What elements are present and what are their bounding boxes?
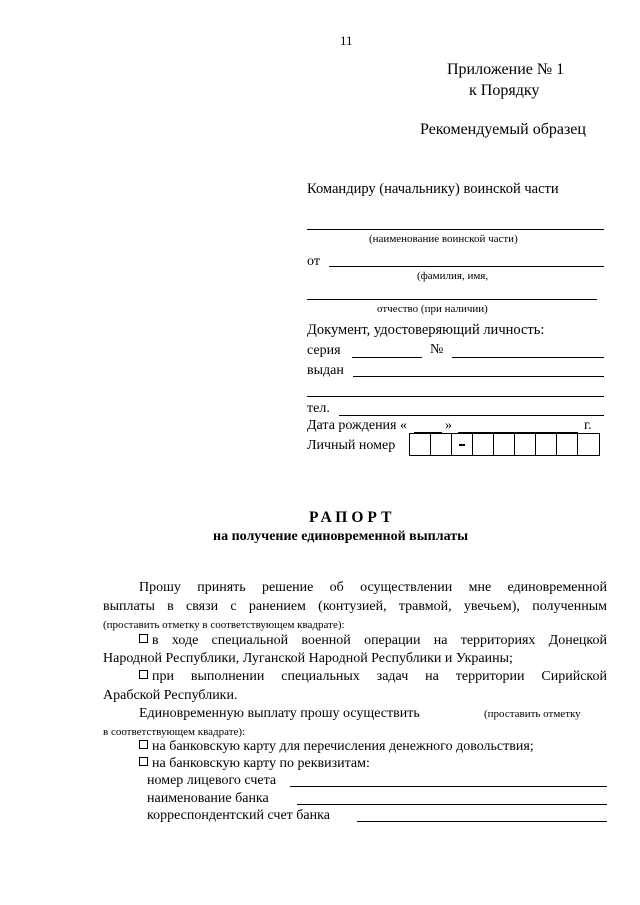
body-p1-note: (проставить отметку в соответствующем квадрате):: [103, 619, 345, 631]
series-label: серия: [307, 343, 341, 358]
body-p2-note1: (проставить отметку: [484, 708, 581, 720]
body-p1-line1: Прошу принять решение об осуществлении мне единовременной: [139, 580, 607, 595]
option-svo-line2: Народной Республики, Луганской Народной Республики и Украины;: [103, 651, 513, 666]
body-p2-note2: в соответствующем квадрате):: [103, 726, 246, 738]
personal-number-cell[interactable]: [410, 434, 431, 455]
pay-option-1-checkbox[interactable]: [139, 740, 148, 749]
addressee: Командиру (начальнику) воинской части: [307, 181, 559, 197]
sample-label: Рекомендуемый образец: [420, 121, 586, 138]
personal-number-cell[interactable]: [515, 434, 536, 455]
account-line[interactable]: [290, 786, 607, 787]
pay-option-2-checkbox[interactable]: [139, 757, 148, 766]
phone-label: тел.: [307, 401, 330, 416]
personal-number-grid[interactable]: [409, 433, 600, 456]
option-svo-line1: в ходе специальной военной операции на территориях Донецкой: [139, 633, 607, 649]
bank-label: наименование банка: [147, 791, 269, 806]
unit-caption: (наименование воинской части): [369, 233, 518, 245]
personal-number-label: Личный номер: [307, 438, 396, 453]
page-number: 11: [340, 33, 353, 48]
dob-mid: »: [445, 418, 452, 433]
issued-line[interactable]: [353, 376, 604, 377]
phone-line[interactable]: [339, 415, 604, 416]
corr-line[interactable]: [357, 821, 607, 822]
number-label: №: [430, 342, 444, 357]
personal-number-dash: [452, 434, 473, 455]
pay-option-2: на банковскую карту по реквизитам:: [139, 756, 370, 772]
patronymic-line[interactable]: [307, 299, 597, 300]
appendix-line-2: к Порядку: [469, 82, 540, 99]
option-svo-checkbox[interactable]: [139, 634, 148, 643]
series-line[interactable]: [352, 357, 422, 358]
number-line[interactable]: [452, 357, 604, 358]
id-doc-label: Документ, удостоверяющий личность:: [307, 322, 545, 338]
pay-option-1: на банковскую карту для перечисления денежного довольствия;: [139, 739, 534, 755]
body-p2-text: Единовременную выплату прошу осуществить: [139, 706, 420, 721]
appendix-line-1: Приложение № 1: [447, 61, 565, 78]
option-syria-line2: Арабской Республики.: [103, 688, 238, 703]
dob-year-suffix: г.: [584, 418, 592, 433]
corr-label: корреспондентский счет банка: [147, 808, 330, 823]
personal-number-cell[interactable]: [557, 434, 578, 455]
document-subtitle: на получение единовременной выплаты: [213, 529, 469, 544]
option-syria-checkbox[interactable]: [139, 670, 148, 679]
surname-line[interactable]: [329, 266, 604, 267]
personal-number-cell[interactable]: [473, 434, 494, 455]
unit-name-line[interactable]: [307, 229, 604, 230]
personal-number-cell[interactable]: [536, 434, 557, 455]
personal-number-cell[interactable]: [578, 434, 599, 455]
bank-line[interactable]: [297, 804, 607, 805]
issued-label: выдан: [307, 363, 344, 378]
issued-line-2[interactable]: [307, 396, 604, 397]
dob-label: Дата рождения «: [307, 418, 407, 433]
document-title: РАПОРТ: [309, 509, 396, 526]
body-p1-line2: выплаты в связи с ранением (контузией, травмой, увечьем), полученным: [103, 599, 607, 614]
option-syria-line1: при выполнении специальных задач на территории Сирийской: [139, 669, 607, 685]
from-label: от: [307, 254, 320, 269]
personal-number-cell[interactable]: [431, 434, 452, 455]
personal-number-cell[interactable]: [494, 434, 515, 455]
name-caption: (фамилия, имя,: [417, 270, 489, 282]
account-label: номер лицевого счета: [147, 773, 277, 788]
patronymic-caption: отчество (при наличии): [377, 303, 488, 315]
